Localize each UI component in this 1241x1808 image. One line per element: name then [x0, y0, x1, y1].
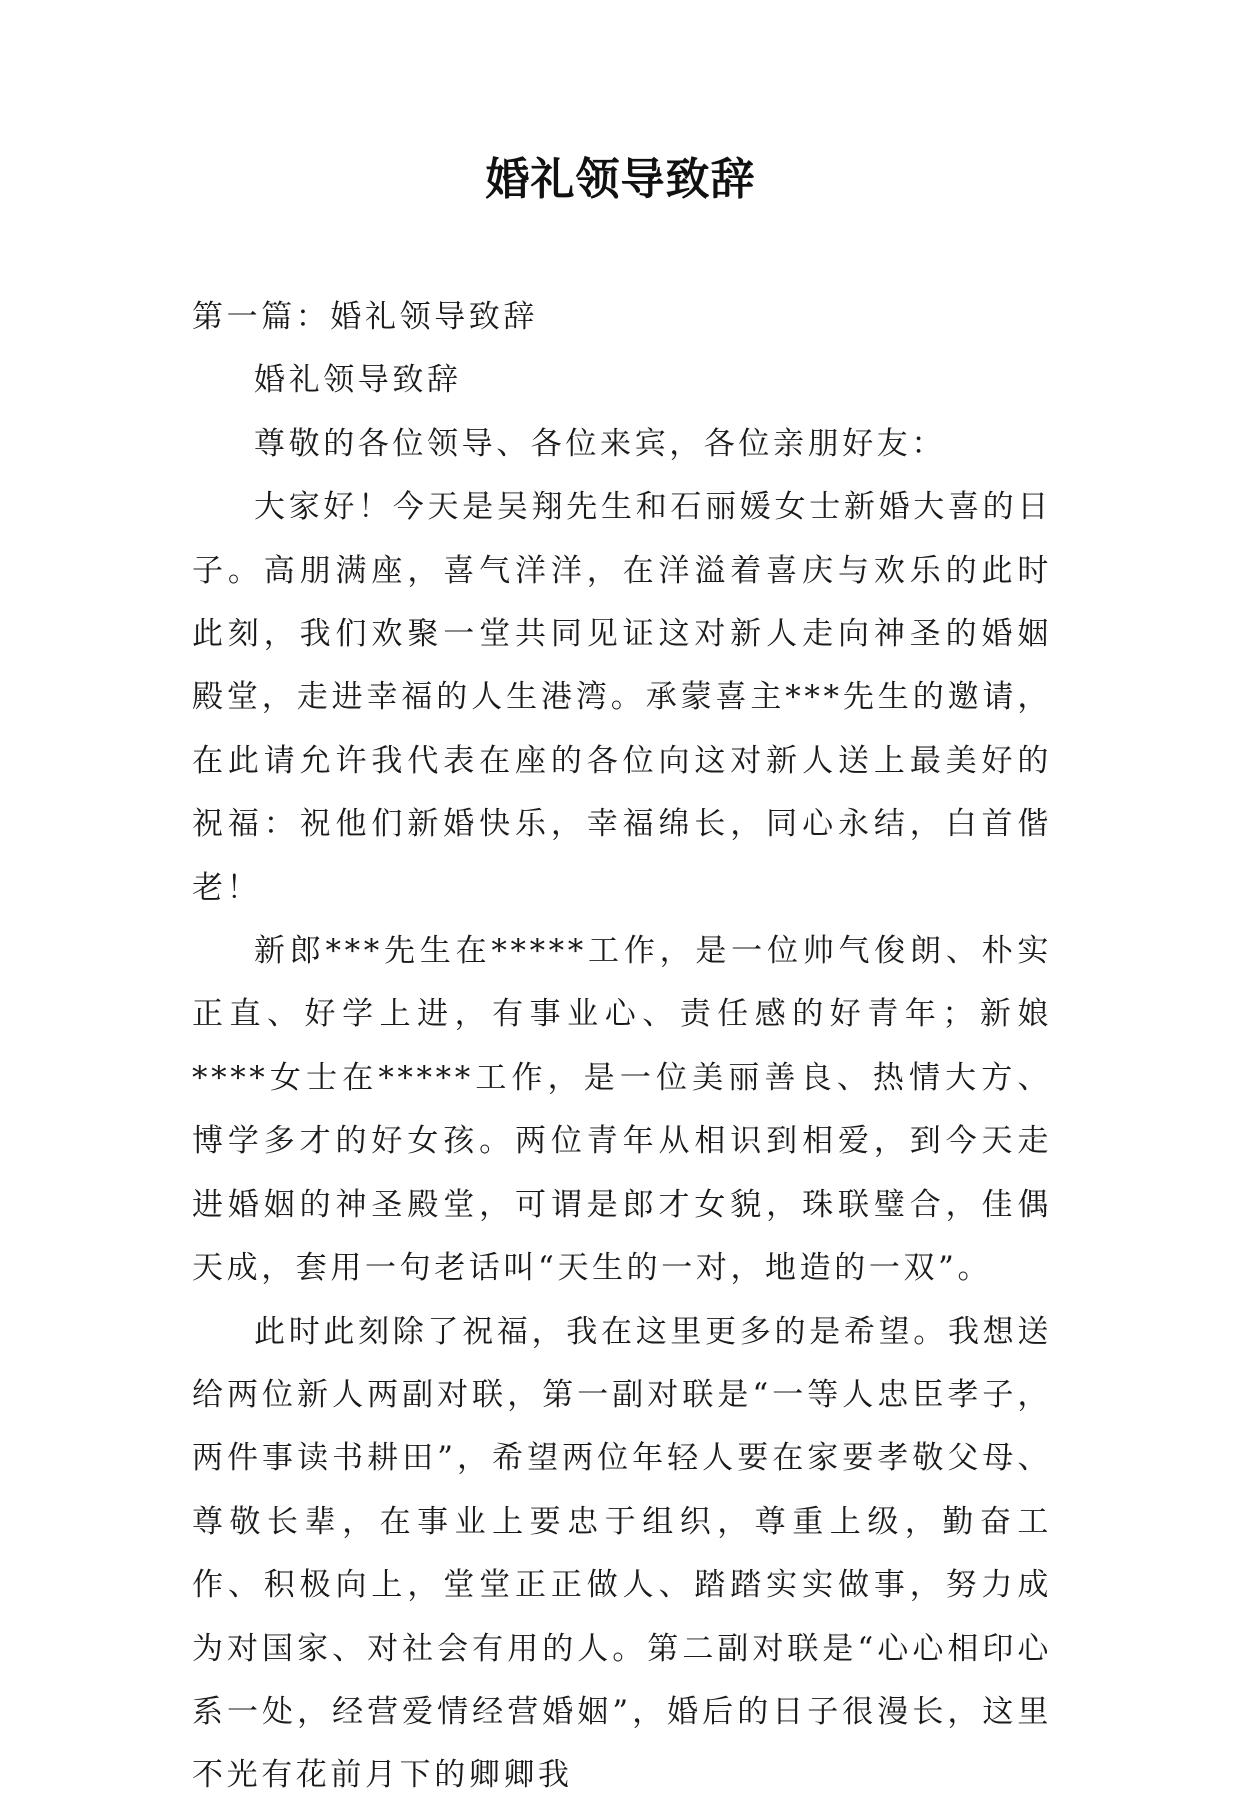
paragraph-couple-intro: 新郎***先生在*****工作，是一位帅气俊朗、朴实正直、好学上进，有事业心、责任感的好青年；新娘****女士在*****工作，是一位美丽善良、热情大方、博学多才的好女孩。两位青年从相识到相爱，到今天走进婚姻的神圣殿堂，可谓是郎才女貌，珠联璧合，佳偶天成，套用一句老话叫“天生的一对，地造的一双”。: [192, 933, 1052, 1287]
paragraph-greeting: 大家好！今天是吴翔先生和石丽媛女士新婚大喜的日子。高朋满座，喜气洋洋，在洋溢着喜庆与欢乐的此时此刻，我们欢聚一堂共同见证这对新人走向神圣的婚姻殿堂，走进幸福的人生港湾。承蒙喜主***先生的邀请，在此请允许我代表在座的各位向这对新人送上最美好的祝福：祝他们新婚快乐，幸福绵长，同心永结，白首偕老！: [192, 489, 1052, 906]
document-title: 婚礼领导致辞: [485, 154, 756, 205]
document-body: [192, 286, 1052, 1808]
paragraph-wishes: 此时此刻除了祝福，我在这里更多的是希望。我想送给两位新人两副对联，第一副对联是“一等人忠臣孝子，两件事读书耕田”，希望两位年轻人要在家要孝敬父母、尊敬长辈，在事业上要忠于组织，尊重上级，勤奋工作、积极向上，堂堂正正做人、踏踏实实做事，努力成为对国家、对社会有用的人。第二副对联是“心心相印心系一处，经营爱情经营婚姻”，婚后的日子很漫长，这里不光有花前月下的卿卿我: [192, 1313, 1052, 1794]
paragraph-salutation: 尊敬的各位领导、各位来宾，各位亲朋好友：: [254, 425, 946, 462]
section-heading: 第一篇：婚礼领导致辞: [192, 299, 538, 335]
paragraph-subtitle: 婚礼领导致辞: [254, 362, 462, 399]
